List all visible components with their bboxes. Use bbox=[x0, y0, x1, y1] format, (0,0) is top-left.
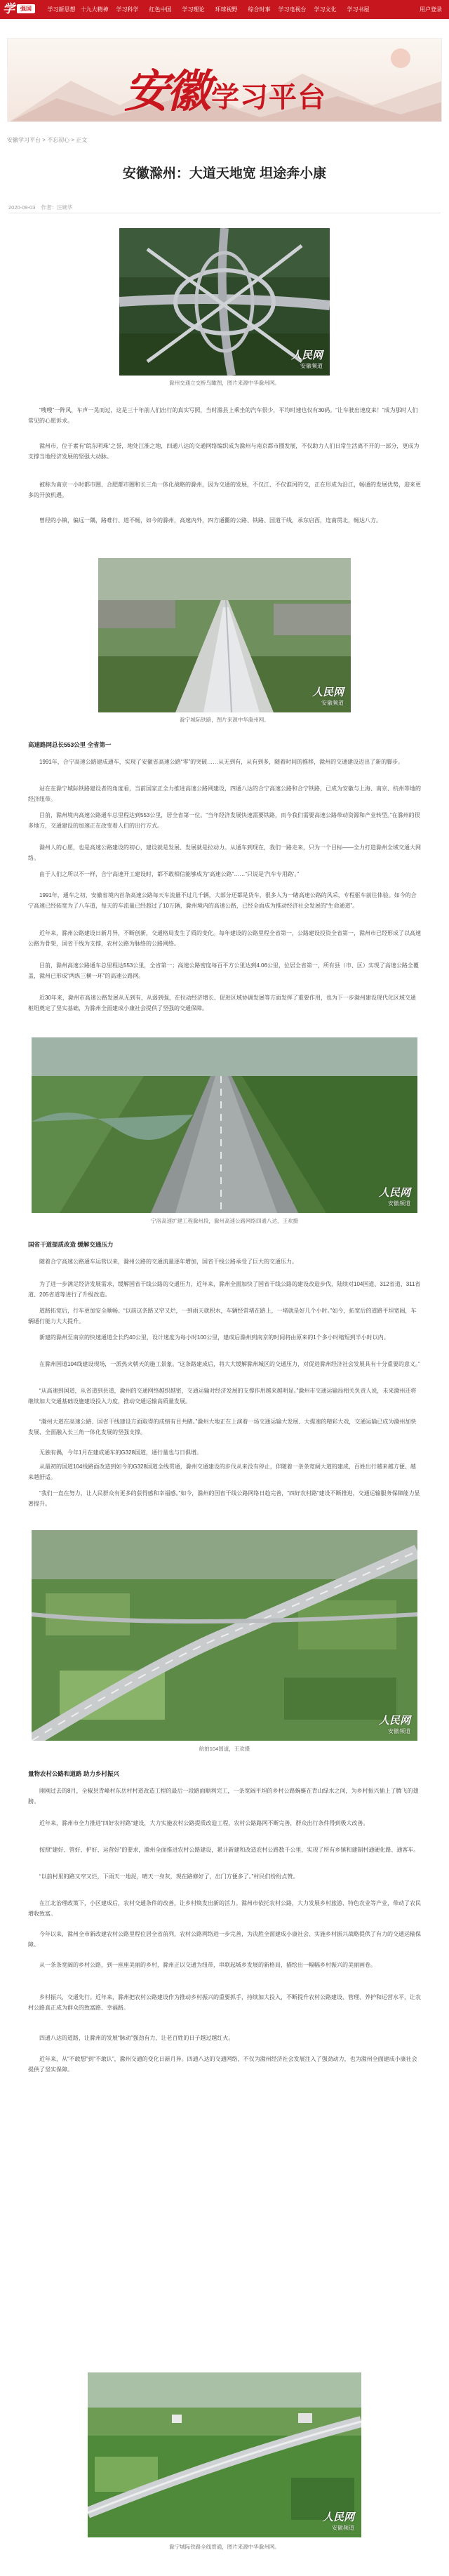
site-logo[interactable] bbox=[3, 1, 43, 17]
paragraph-23: “我们一直在努力，让人民群众有更多的获得感和幸福感。”如今，滁州的国省干线公路网络日趋完善，“四好农村路”建设不断推进，交通运输服务保障能力显著提升。 bbox=[28, 1490, 420, 1507]
paragraph-30: 从一条条宽阔的乡村公路，到一座座美丽的乡村，滁州正以交通为纽带，串联起城乡发展的新格局，描绘出一幅幅乡村振兴的美丽画卷。 bbox=[39, 1962, 376, 1968]
photo-watermark: 人民网 安徽频道 bbox=[311, 686, 344, 706]
paragraph-28: 在江北治理政策下，小区建成后，农村交通条件的改善，让乡村焕发出新的活力。滁州市依托农村公路，大力发展乡村旅游、特色农业等产业，带动了农民增收致富。 bbox=[28, 1900, 421, 1917]
article-photo-rail-line bbox=[88, 2372, 361, 2537]
article-title: 安徽滁州：大道天地宽 坦途奔小康 bbox=[122, 166, 327, 181]
logo-badge: 强国 bbox=[17, 4, 35, 13]
nav-item-2[interactable]: 十九大精神 bbox=[80, 6, 109, 13]
paragraph-3: 被称为南京一小时都市圈、合肥都市圈和长三角一体化战略的滁州，因为交通的发展，不仅江、不仅淮河的交，正在形成为沿江，畅通的发展优势，迎来更多的开放机遇。 bbox=[28, 482, 421, 498]
paragraph-19: “从高速到国道，从省道到县道，滁州的交通网络越织越密，交通运输对经济发展的支撑作用越来越明显。”滁州市交通运输局相关负责人说，未来滁州还将继续加大交通基础设施建设投入力度，推动交通运输高质量发展。 bbox=[28, 1388, 417, 1405]
paragraph-17: 新建的滁州至南京的快速通道全长约40公里，设计速度为每小时100公里，建成后滁州到南京的时间将由原来的1个多小时缩短到半小时以内。 bbox=[39, 1334, 389, 1341]
paragraph-24: 刚刚过去的8月，全椒县青峰村东岳村村道改造工程的最后一段路面顺利完工，一条宽阔平坦的乡村公路蜿蜒在青山绿水之间，为乡村振兴插上了腾飞的翅膀。 bbox=[28, 1788, 419, 1805]
banner-main-text: 安徽 bbox=[124, 65, 208, 118]
paragraph-22: 从最初的国道104线路面改造到如今的G328国道全线贯通，滁州交通建设的步伐从来没有停止，伴随着一条条宽阔大道的建成，百姓出行越来越方便、越来越舒适。 bbox=[28, 1463, 416, 1480]
paragraph-10: 1991年，通车之初，安徽省境内首条高速公路每天车流量不过几千辆，大部分还都是货车，很多人为一睹高速公路的风采，专程驱车前往体验。如今的合宁高速已经拓宽为了八车道，每天的车流量已经超过了10万辆，滁州境内的高速公路，已经全面成为推动经济社会发展的“生命通道”。 bbox=[28, 892, 417, 909]
photo-watermark: 人民网 安徽频道 bbox=[322, 2511, 354, 2531]
photo-watermark: 人民网 安徽频道 bbox=[290, 349, 323, 369]
paragraph-20: “滁州大道在高速公路、国省干线建设方面取得的成绩有目共睹。”滁州大地正在上演着一场交通运输大发展、大提速的精彩大戏，交通运输已成为滁州加快发展、全面融入长三角一体化发展的坚强支撑。 bbox=[28, 1419, 417, 1435]
nav-item-10[interactable]: 学习书屋 bbox=[347, 6, 370, 13]
photo-caption-3: 宁洛高速扩建工程滁州段，滁州高速公路网络四通八达，王欢摄 bbox=[151, 1218, 298, 1224]
photo-caption-2: 滁宁城际铁路，图片来源中华滁州网。 bbox=[180, 717, 269, 723]
paragraph-31: 乡村振兴，交通先行。近年来，滁州把农村公路建设作为推动乡村振兴的重要抓手，持续加大投入，不断提升农村公路建设、管理、养护和运营水平，让农村公路真正成为群众的致富路、幸福路。 bbox=[28, 1994, 421, 2011]
breadcrumb[interactable]: 安徽学习平台 > 不忘初心 > 正文 bbox=[7, 137, 88, 143]
photo-caption-4: 航拍104国道，王欢摄 bbox=[199, 1746, 250, 1752]
paragraph-7: 目前，滁州境内高速公路通车总里程达到553公里，居全省第一位。“当年经济发展快速需要铁路，而今我们需要高速公路带动资源和产业转型。”在滁州的很多地方，交通建设的加速正在改变着人们的出行方式。 bbox=[28, 812, 420, 829]
paragraph-13: 近30年来，滁州市高速公路发展从无到有，从弱到强，在拉动经济增长、促进区域协调发展等方面发挥了重要作用，也为下一步滁州建设现代化区域交通枢纽奠定了坚实基础，为滁州全面建成小康社会提供了坚强的交通保障。 bbox=[28, 995, 416, 1011]
section-heading-3: 量物农村公路和道路 助力乡村振兴 bbox=[28, 1770, 119, 1777]
nav-item-8[interactable]: 学习电视台 bbox=[278, 6, 307, 13]
paragraph-21: 无独有偶，今年1月在建成通车的G328国道，通行量也与日俱增。 bbox=[39, 1449, 203, 1456]
nav-item-3[interactable]: 学习科学 bbox=[116, 6, 139, 13]
nav-item-6[interactable]: 环球视野 bbox=[215, 6, 238, 13]
nav-item-1[interactable]: 学习新思想 bbox=[47, 6, 76, 13]
paragraph-11: 近年来，滁州公路建设日新月异，不断创新，交通格局发生了质的变化。每年建设的公路里程全省第一，公路建设投资全省第一，滁州市已经形成了以高速公路为骨架，国省干线为支撑，农村公路为脉络的公路网络。 bbox=[28, 930, 421, 947]
paragraph-33: 近年来，从“不敢想”到“不敢认”，滁州交通的变化日新月异。四通八达的交通网络，不仅为滁州经济社会发展注入了强劲动力，也为滁州全面建成小康社会提供了坚实保障。 bbox=[28, 2056, 417, 2073]
photo-caption-5: 滁宁城际铁路全线贯通，图片来源中华滁州网。 bbox=[169, 2544, 280, 2550]
paragraph-26: 按照“建好、管好、护好、运营好”的要求，滁州全面推进农村公路建设，累计新建和改造农村公路数千公里，实现了所有乡镇和建制村通硬化路、通客车。 bbox=[39, 1847, 420, 1853]
article-photo-highway bbox=[32, 1037, 417, 1213]
article-meta bbox=[8, 204, 76, 211]
article-photo-interchange bbox=[119, 228, 330, 376]
article-date: 2020-09-03 bbox=[8, 204, 36, 211]
paragraph-27: “以前村里的路又窄又烂，下雨天一地泥，晴天一身灰，现在路修好了，出门方便多了。”村民们纷纷点赞。 bbox=[39, 1873, 299, 1880]
banner-title bbox=[8, 55, 442, 120]
paragraph-25: 近年来，滁州市全力推进“四好农村路”建设，大力实施农村公路提质改造工程，农村公路路网不断完善，群众出行条件得到极大改善。 bbox=[39, 1820, 369, 1826]
section-heading-1: 高速路网总长553公里 全省第一 bbox=[28, 741, 112, 748]
paragraph-2: 滁州市，位于素有“皖东明珠”之誉，地处江淮之地，四通八达的交通网络编织成为滁州与南京都市圈发展，不仅助力人们日常生活离不开的一部分，更成为支撑当地经济发展的坚强大动脉。 bbox=[28, 443, 420, 460]
paragraph-18: 在滁州国道104线建设现场，一派热火朝天的施工景象。“这条路建成后，将大大缓解滁州城区的交通压力，对促进滁州经济社会发展具有十分重要的意义。” bbox=[39, 1361, 420, 1367]
highway-image bbox=[32, 1037, 417, 1213]
logo-text: 学 bbox=[3, 2, 15, 16]
paragraph-4: 曾经的小镇，偏远一隅，路难行、道不畅，如今的滁州，高速内外，四方通衢的公路、铁路、国道干线，承东启西，连南贯北，畅达八方。 bbox=[39, 517, 382, 524]
paragraph-15: 为了进一步满足经济发展需求，缓解国省干线公路的交通压力，近年来，滁州全面加快了国省干线公路的建设改造步伐，陆续对104国道、312省道、311省道、205省道等进行了升级改造。 bbox=[28, 1281, 421, 1298]
paragraph-1: “嗖嗖”一阵风，车声一晃而过，这是三十年前人们出行的真实写照，当时滁县上乘坐的汽车很少，平均时速也仅有30码。“让车驶出速度来！”成为那时人们常见的心愿诉求。 bbox=[28, 407, 418, 424]
photo-caption-1: 滁州交通立交桥鸟瞰图，图片来源中华滁州网。 bbox=[169, 380, 280, 386]
nav-menu bbox=[45, 0, 375, 19]
banner-sub-text: 学习平台 bbox=[211, 82, 326, 113]
top-nav-bar bbox=[0, 0, 449, 19]
rail-line-image bbox=[88, 2372, 361, 2537]
photo-watermark: 人民网 安徽频道 bbox=[378, 1186, 410, 1207]
article-photo-railway bbox=[98, 558, 351, 712]
paragraph-9: 由于人们之所以不一样，合宁高速开工建设时，都不敢相信能够成为“高速公路”……“只说是‘汽车专用路’。” bbox=[39, 871, 300, 877]
nav-item-4[interactable]: 红色中国 bbox=[149, 6, 172, 13]
page-banner bbox=[7, 38, 442, 122]
paragraph-14: 随着合宁高速公路通车运营以来，滁州公路的交通流量逐年增加，国省干线公路承受了巨大的交通压力。 bbox=[39, 1259, 297, 1265]
aerial-road-image bbox=[32, 1530, 417, 1741]
paragraph-5: 1991年，合宁高速公路建成通车，实现了安徽省高速公路“零”的突破……从无到有，从有到多，随着时间的推移，滁州的交通建设迈出了新的脚步。 bbox=[39, 759, 404, 765]
paragraph-12: 目前，滁州高速公路通车总里程达553公里，全省第一；高速公路密度每百平方公里达到4.06公里，位居全省第一，所有县（市、区）实现了高速公路全覆盖，滁州已形成“两纵三横一环”的高速公路网。 bbox=[28, 962, 419, 979]
photo-watermark: 人民网 安徽频道 bbox=[378, 1714, 410, 1734]
paragraph-6: 站在在滁宁城际铁路建设者的角度看，当前国家正全力推进高速公路网建设，四通八达的合宁高速公路和合宁铁路，已成为安徽与上海、南京、杭州等地的经济纽带。 bbox=[28, 785, 421, 802]
paragraph-29: 今年以来，滁州全市新改建农村公路里程位居全省前列，农村公路网络进一步完善，为决胜全面建成小康社会、实施乡村振兴战略提供了有力的交通运输保障。 bbox=[28, 1931, 421, 1948]
nav-item-7[interactable]: 综合时事 bbox=[248, 6, 271, 13]
section-heading-2: 国省干道提质改造 缓解交通压力 bbox=[28, 1241, 114, 1248]
user-login-link[interactable]: 用户登录 bbox=[420, 6, 442, 13]
paragraph-32: 四通八达的道路，让滁州的发展“脉动”强劲有力，让老百姓的日子越过越红火。 bbox=[39, 2035, 234, 2041]
article-source: 作者：汪婉华 bbox=[41, 204, 73, 211]
paragraph-16: 道路拓宽后，行车更加安全顺畅。“以前这条路又窄又烂，一到雨天就积水，车辆经常堵在路上，一堵就是好几个小时。”如今，拓宽后的道路平坦宽阔，车辆通行能力大大提升。 bbox=[28, 1308, 417, 1324]
article-photo-aerial-road bbox=[32, 1530, 417, 1741]
nav-item-5[interactable]: 学习理论 bbox=[182, 6, 205, 13]
paragraph-8: 滁州人的心愿，也是高速公路建设的初心，建设就是发展、发展就是拉动力。从通车到现在，我们一路走来，只为一个目标——全力打造滁州全域交通大网络。 bbox=[28, 844, 421, 861]
nav-item-9[interactable]: 学习文化 bbox=[314, 6, 337, 13]
